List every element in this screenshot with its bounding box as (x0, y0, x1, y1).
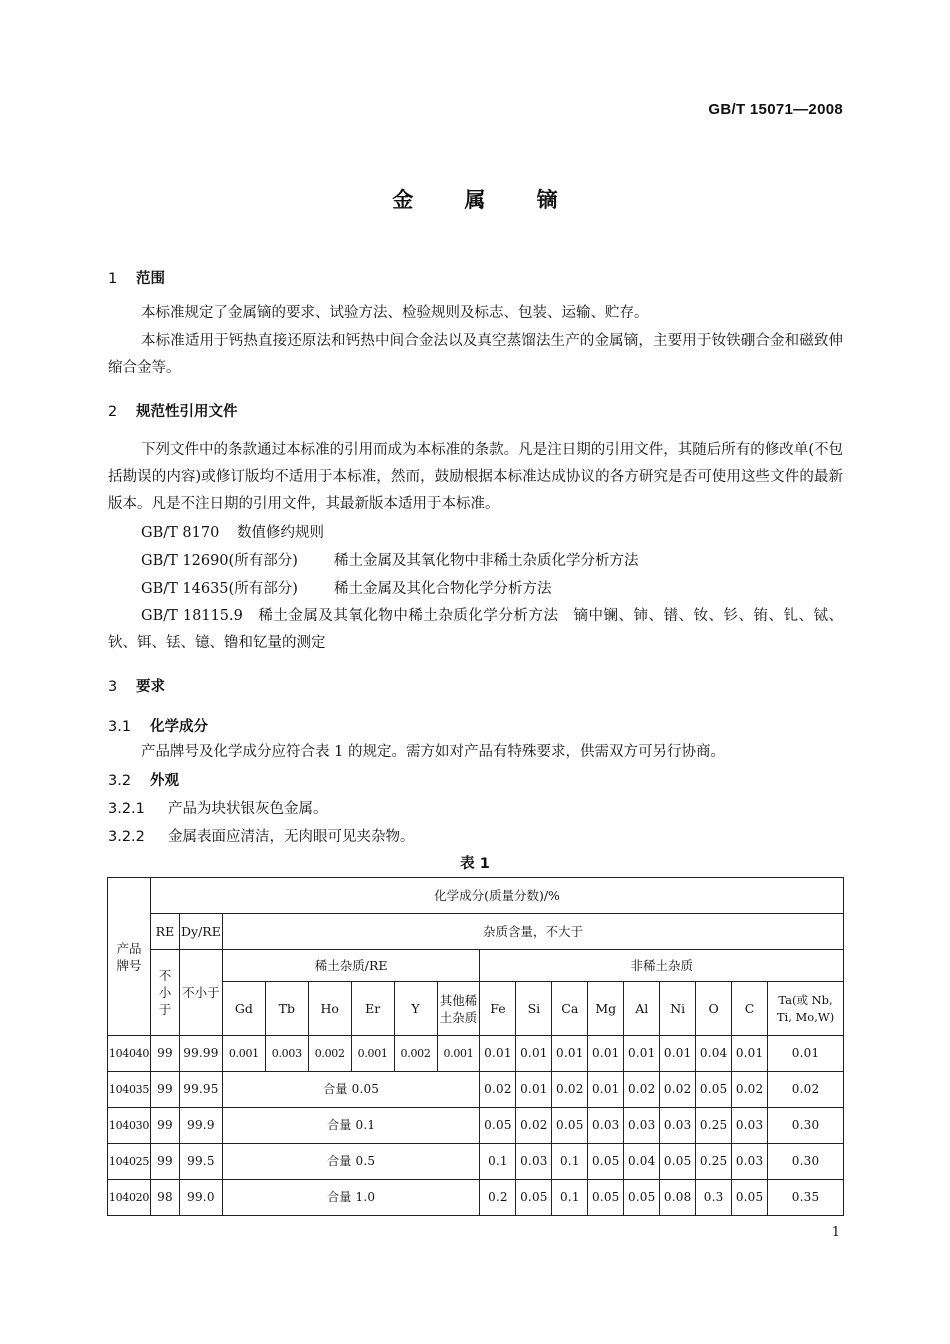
section-number: 3.1 (108, 719, 132, 735)
reference-code: GB/T 8170 (141, 525, 220, 541)
cell-grade: 104025 (108, 1144, 151, 1180)
cell-si: 0.03 (516, 1144, 552, 1180)
section-2-para-1: 下列文件中的条款通过本标准的引用而成为本标准的条款。凡是注日期的引用文件，其随后所有的修改单(不包括勘误的内容)或修订版均不适用于本标准，然而，鼓励根据本标准达成协议的各方研究是否可使用这些文件的最新版本。凡是不注日期的引用文件，其最新版本适用于本标准。 (108, 442, 843, 512)
reference-code: GB/T 14635(所有部分) (141, 581, 298, 597)
cell-ho: 0.002 (308, 1036, 351, 1072)
reference-code: GB/T 12690(所有部分) (141, 553, 298, 569)
table-row (108, 1108, 844, 1144)
section-3-2-2 (108, 825, 415, 846)
composition-table (107, 877, 844, 1216)
reference-code: GB/T 18115.9 (141, 608, 243, 624)
table-row (108, 1180, 844, 1216)
section-3-2-1 (108, 797, 328, 818)
section-3-1-text: 产品牌号及化学成分应符合表 1 的规定。需方如对产品有特殊要求，供需双方可另行协商。 (141, 744, 725, 760)
cell-al: 0.03 (624, 1108, 660, 1144)
header-impurity: 杂质含量，不大于 (222, 914, 843, 950)
cell-si: 0.05 (516, 1180, 552, 1216)
section-number: 3 (108, 679, 118, 695)
cell-ta: 0.02 (768, 1072, 844, 1108)
header-re-min: 不 小 于 (150, 950, 179, 1036)
reference-title: 稀土金属及其氧化物中非稀土杂质化学分析方法 (334, 553, 639, 569)
cell-al: 0.02 (624, 1072, 660, 1108)
header-re: RE (150, 914, 179, 950)
cell-fe: 0.01 (480, 1036, 516, 1072)
reference-item (108, 603, 843, 657)
table-row (108, 1072, 844, 1108)
cell-o: 0.25 (696, 1108, 732, 1144)
cell-al: 0.05 (624, 1180, 660, 1216)
section-number: 3.2 (108, 773, 132, 789)
section-2-heading (108, 400, 238, 421)
cell-re: 99 (150, 1144, 179, 1180)
cell-re: 99 (150, 1072, 179, 1108)
section-text: 金属表面应清洁，无肉眼可见夹杂物。 (168, 829, 415, 845)
cell-al: 0.04 (624, 1144, 660, 1180)
cell-o: 0.3 (696, 1180, 732, 1216)
header-dy-re: Dy/RE (179, 914, 222, 950)
cell-ta: 0.30 (768, 1108, 844, 1144)
cell-ca: 0.02 (552, 1072, 588, 1108)
cell-dy-re: 99.95 (179, 1072, 222, 1108)
section-1-para-1: 本标准规定了金属镝的要求、试验方法、检验规则及标志、包装、运输、贮存。 (141, 305, 649, 321)
col-ho: Ho (308, 982, 351, 1036)
cell-ca: 0.1 (552, 1180, 588, 1216)
cell-c: 0.03 (732, 1144, 768, 1180)
col-mg: Mg (588, 982, 624, 1036)
reference-item (141, 521, 324, 542)
header-chemical-composition: 化学成分(质量分数)/% (150, 878, 843, 914)
cell-ni: 0.05 (660, 1144, 696, 1180)
cell-ta: 0.30 (768, 1144, 844, 1180)
cell-grade: 104030 (108, 1108, 151, 1144)
cell-si: 0.01 (516, 1072, 552, 1108)
cell-ta: 0.35 (768, 1180, 844, 1216)
reference-title: 稀土金属及其化合物化学分析方法 (334, 581, 552, 597)
section-text: 产品为块状银灰色金属。 (168, 801, 328, 817)
cell-si: 0.01 (516, 1036, 552, 1072)
cell-fe: 0.05 (480, 1108, 516, 1144)
cell-al: 0.01 (624, 1036, 660, 1072)
page-number: 1 (831, 1225, 840, 1240)
cell-gd: 0.001 (222, 1036, 265, 1072)
section-title: 要求 (136, 679, 165, 695)
cell-ni: 0.03 (660, 1108, 696, 1144)
col-o: O (696, 982, 732, 1036)
cell-c: 0.05 (732, 1180, 768, 1216)
cell-mg: 0.05 (588, 1144, 624, 1180)
col-si: Si (516, 982, 552, 1036)
cell-fe: 0.02 (480, 1072, 516, 1108)
cell-ca: 0.05 (552, 1108, 588, 1144)
section-1-heading (108, 267, 165, 288)
section-number: 1 (108, 271, 118, 287)
section-title: 外观 (150, 773, 179, 789)
cell-mg: 0.01 (588, 1036, 624, 1072)
cell-ni: 0.08 (660, 1180, 696, 1216)
cell-grade: 104035 (108, 1072, 151, 1108)
table-row (108, 1144, 844, 1180)
cell-mg: 0.01 (588, 1072, 624, 1108)
cell-other-re: 0.001 (437, 1036, 480, 1072)
cell-o: 0.25 (696, 1144, 732, 1180)
cell-si: 0.02 (516, 1108, 552, 1144)
section-number: 3.2.2 (108, 829, 145, 845)
cell-tb: 0.003 (265, 1036, 308, 1072)
col-al: Al (624, 982, 660, 1036)
cell-re: 99 (150, 1108, 179, 1144)
cell-ca: 0.1 (552, 1144, 588, 1180)
reference-title: 稀土金属及其氧化物中稀土杂质化学分析方法 镝中镧、铈、镨、钕、钐、铕、钆、铽、钬、铒、铥、镱、镥和钇量的测定 (108, 608, 844, 651)
header-dy-re-min: 不小于 (179, 950, 222, 1036)
cell-ta: 0.01 (768, 1036, 844, 1072)
col-fe: Fe (480, 982, 516, 1036)
cell-o: 0.05 (696, 1072, 732, 1108)
cell-ca: 0.01 (552, 1036, 588, 1072)
section-3-heading (108, 675, 165, 696)
col-ni: Ni (660, 982, 696, 1036)
cell-ni: 0.01 (660, 1036, 696, 1072)
reference-title: 数值修约规则 (237, 525, 324, 541)
header-non-rare-earth-impurity: 非稀土杂质 (480, 950, 844, 982)
cell-fe: 0.2 (480, 1180, 516, 1216)
cell-dy-re: 99.9 (179, 1108, 222, 1144)
section-1-para-2: 本标准适用于钙热直接还原法和钙热中间合金法以及真空蒸馏法生产的金属镝，主要用于钕铁硼合金和磁致伸缩合金等。 (108, 333, 843, 376)
cell-o: 0.04 (696, 1036, 732, 1072)
section-title: 化学成分 (150, 719, 208, 735)
cell-c: 0.02 (732, 1072, 768, 1108)
section-3-2-heading (108, 769, 179, 790)
cell-re: 98 (150, 1180, 179, 1216)
col-c: C (732, 982, 768, 1036)
cell-dy-re: 99.99 (179, 1036, 222, 1072)
col-other-re: 其他稀 土杂质 (437, 982, 480, 1036)
cell-re-total: 合量 0.5 (222, 1144, 480, 1180)
section-title: 范围 (136, 271, 165, 287)
col-ta: Ta(或 Nb, Ti, Mo,W) (768, 982, 844, 1036)
table-caption: 表 1 (460, 856, 490, 872)
header-rare-earth-impurity: 稀土杂质/RE (222, 950, 480, 982)
cell-c: 0.01 (732, 1036, 768, 1072)
cell-re: 99 (150, 1036, 179, 1072)
col-er: Er (351, 982, 394, 1036)
cell-grade: 104020 (108, 1180, 151, 1216)
table-row (108, 1036, 844, 1072)
reference-item (141, 577, 552, 598)
section-3-1-heading (108, 715, 208, 736)
cell-mg: 0.03 (588, 1108, 624, 1144)
cell-mg: 0.05 (588, 1180, 624, 1216)
cell-ni: 0.02 (660, 1072, 696, 1108)
cell-y: 0.002 (394, 1036, 437, 1072)
col-y: Y (394, 982, 437, 1036)
cell-re-total: 合量 1.0 (222, 1180, 480, 1216)
col-tb: Tb (265, 982, 308, 1036)
header-grade: 产品 牌号 (108, 878, 151, 1036)
cell-re-total: 合量 0.1 (222, 1108, 480, 1144)
reference-item (141, 549, 639, 570)
section-number: 2 (108, 404, 118, 420)
document-title: 金 属 镝 (392, 188, 580, 212)
cell-c: 0.03 (732, 1108, 768, 1144)
section-number: 3.2.1 (108, 801, 145, 817)
cell-grade: 104040 (108, 1036, 151, 1072)
cell-dy-re: 99.0 (179, 1180, 222, 1216)
cell-fe: 0.1 (480, 1144, 516, 1180)
cell-er: 0.001 (351, 1036, 394, 1072)
section-title: 规范性引用文件 (136, 404, 238, 420)
col-ca: Ca (552, 982, 588, 1036)
standard-number: GB/T 15071—2008 (708, 101, 843, 118)
cell-dy-re: 99.5 (179, 1144, 222, 1180)
cell-re-total: 合量 0.05 (222, 1072, 480, 1108)
col-gd: Gd (222, 982, 265, 1036)
